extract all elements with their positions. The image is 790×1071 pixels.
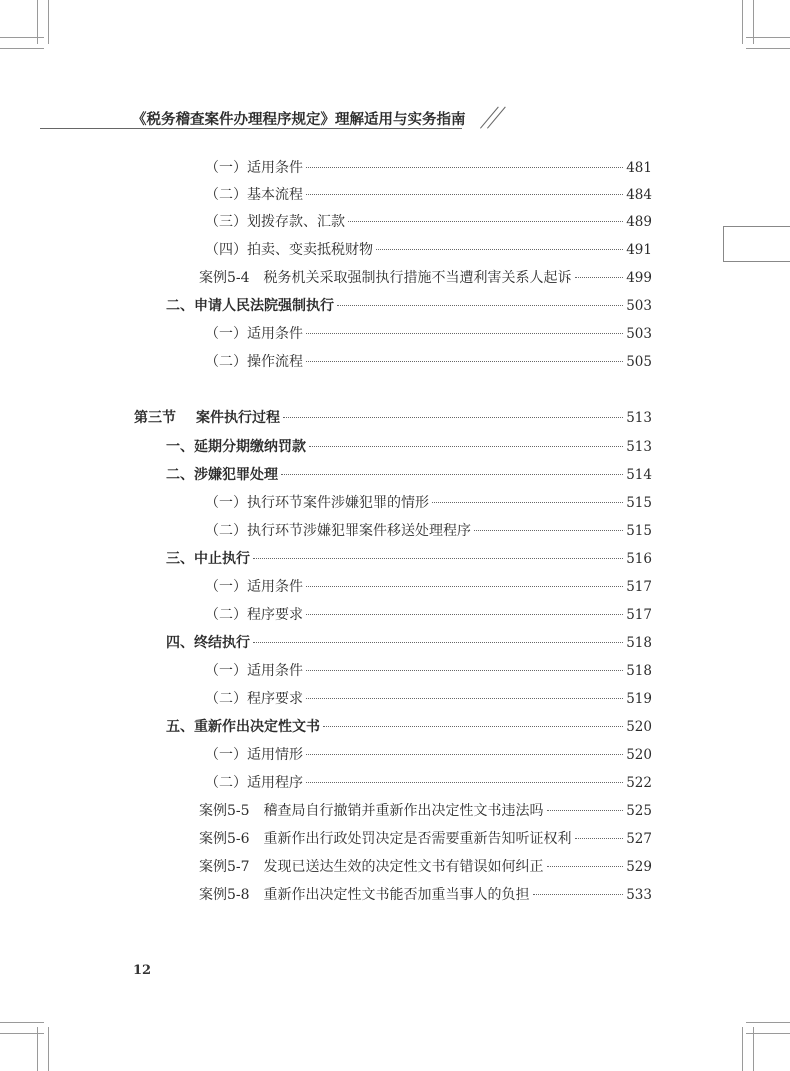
toc-entry-label: （一）执行环节案件涉嫌犯罪的情形	[205, 495, 429, 511]
toc-entry-label: （一）适用条件	[205, 579, 303, 595]
toc-dot-leader	[306, 586, 623, 587]
toc-entry[interactable]	[199, 268, 652, 288]
toc-dot-leader	[306, 167, 623, 168]
toc-dot-leader	[474, 530, 623, 531]
toc-page-number: 484	[626, 187, 652, 203]
toc-case-number: 案例5-5	[199, 803, 250, 819]
toc-page-number: 499	[626, 270, 652, 286]
toc-dot-leader	[547, 866, 624, 867]
toc-entry[interactable]	[205, 577, 652, 597]
toc-page-number: 518	[626, 635, 652, 651]
toc-entry[interactable]	[205, 212, 652, 232]
toc-entry-label: 五、重新作出决定性文书	[166, 719, 320, 735]
toc-entry-label	[199, 801, 544, 821]
toc-page-number: 533	[626, 887, 652, 903]
toc-dot-leader	[253, 642, 623, 643]
toc-section-title: 案件执行过程	[196, 410, 280, 426]
toc-entry-label	[199, 885, 530, 905]
toc-entry[interactable]	[166, 633, 652, 653]
toc-entry[interactable]	[166, 465, 652, 485]
toc-entry[interactable]	[205, 605, 652, 625]
toc-entry[interactable]	[205, 493, 652, 513]
toc-page-number: 516	[626, 551, 652, 567]
toc-dot-leader	[306, 698, 623, 699]
toc-case-number: 案例5-7	[199, 859, 250, 875]
toc-entry[interactable]	[205, 661, 652, 681]
toc-page-number: 520	[626, 747, 652, 763]
toc-entry[interactable]	[205, 185, 652, 205]
toc-dot-leader	[533, 894, 624, 895]
toc-page-number: 525	[626, 803, 652, 819]
toc-case-title: 稽查局自行撤销并重新作出决定性文书违法吗	[263, 803, 544, 819]
toc-page-number: 515	[626, 523, 652, 539]
toc-entry[interactable]	[205, 689, 652, 709]
toc-entry[interactable]	[205, 158, 652, 178]
toc-entry[interactable]	[205, 773, 652, 793]
toc-dot-leader	[575, 277, 624, 278]
toc-entry[interactable]	[205, 521, 652, 541]
toc-entry-label: （二）程序要求	[205, 607, 303, 623]
side-thumb-tab	[723, 226, 790, 262]
page-number: 12	[133, 963, 152, 978]
toc-page-number: 481	[626, 160, 652, 176]
toc-page-number: 513	[626, 410, 652, 426]
toc-entry[interactable]	[205, 352, 652, 372]
toc-entry[interactable]	[199, 829, 652, 849]
toc-dot-leader	[281, 474, 623, 475]
toc-entry-label: （四）拍卖、变卖抵税财物	[205, 242, 373, 258]
running-header	[40, 104, 500, 134]
toc-entry[interactable]	[166, 296, 652, 316]
toc-entry[interactable]	[166, 549, 652, 569]
toc-page-number: 503	[626, 326, 652, 342]
toc-entry-label: （一）适用情形	[205, 747, 303, 763]
toc-dot-leader	[306, 361, 623, 362]
toc-entry-label: 二、涉嫌犯罪处理	[166, 467, 278, 483]
toc-entry-label	[199, 829, 572, 849]
toc-entry-label: （一）适用条件	[205, 663, 303, 679]
toc-entry-label: 一、延期分期缴纳罚款	[166, 439, 306, 455]
toc-dot-leader	[309, 446, 623, 447]
running-header-title: 《税务稽查案件办理程序规定》理解适用与实务指南	[132, 112, 466, 128]
toc-entry-label: （二）基本流程	[205, 187, 303, 203]
toc-entry-label: （二）操作流程	[205, 354, 303, 370]
toc-case-number: 案例5-6	[199, 831, 250, 847]
toc-dot-leader	[306, 194, 623, 195]
toc-case-title: 发现已送达生效的决定性文书有错误如何纠正	[263, 859, 544, 875]
toc-dot-leader	[306, 782, 623, 783]
toc-dot-leader	[253, 558, 623, 559]
toc-entry-label	[134, 408, 280, 428]
toc-entry-label: （二）适用程序	[205, 775, 303, 791]
toc-dot-leader	[306, 670, 623, 671]
toc-page-number: 503	[626, 298, 652, 314]
toc-dot-leader	[432, 502, 623, 503]
toc-entry-label: （一）适用条件	[205, 326, 303, 342]
toc-dot-leader	[337, 305, 623, 306]
toc-case-title: 重新作出行政处罚决定是否需要重新告知听证权利	[263, 831, 572, 847]
toc-entry[interactable]	[205, 324, 652, 344]
toc-dot-leader	[348, 221, 623, 222]
toc-dot-leader	[547, 810, 624, 811]
toc-case-number: 案例5-8	[199, 887, 250, 903]
toc-entry-label: 二、申请人民法院强制执行	[166, 298, 334, 314]
toc-entry-label: （二）程序要求	[205, 691, 303, 707]
toc-entry-label: 三、中止执行	[166, 551, 250, 567]
toc-page-number: 527	[626, 831, 652, 847]
toc-page-number: 519	[626, 691, 652, 707]
toc-dot-leader	[306, 333, 623, 334]
toc-case-title: 税务机关采取强制执行措施不当遭利害关系人起诉	[263, 270, 572, 286]
toc-entry[interactable]	[205, 240, 652, 260]
toc-entry-label: 四、终结执行	[166, 635, 250, 651]
toc-page-number: 522	[626, 775, 652, 791]
toc-page-number: 518	[626, 663, 652, 679]
toc-entry[interactable]	[199, 857, 652, 877]
toc-entry-label: （三）划拨存款、汇款	[205, 214, 345, 230]
toc-entry[interactable]	[166, 437, 652, 457]
toc-dot-leader	[575, 838, 624, 839]
toc-page-number: 520	[626, 719, 652, 735]
toc-page-number: 505	[626, 354, 652, 370]
toc-entry-label: （二）执行环节涉嫌犯罪案件移送处理程序	[205, 523, 471, 539]
toc-page-number: 491	[626, 242, 652, 258]
header-rule	[40, 128, 462, 129]
toc-section-number: 第三节	[134, 410, 176, 426]
toc-dot-leader	[283, 417, 623, 418]
toc-dot-leader	[306, 614, 623, 615]
toc-entry-label: （一）适用条件	[205, 160, 303, 176]
toc-case-title: 重新作出决定性文书能否加重当事人的负担	[263, 887, 530, 903]
toc-entry-label	[199, 857, 544, 877]
toc-page-number: 514	[626, 467, 652, 483]
toc-dot-leader	[323, 726, 623, 727]
toc-dot-leader	[376, 249, 623, 250]
toc-entry[interactable]	[199, 801, 652, 821]
toc-page-number: 517	[626, 579, 652, 595]
toc-dot-leader	[306, 754, 623, 755]
toc-case-number: 案例5-4	[199, 270, 250, 286]
toc-entry[interactable]	[199, 885, 652, 905]
toc-page-number: 513	[626, 439, 652, 455]
toc-entry[interactable]	[205, 745, 652, 765]
toc-entry-label	[199, 268, 572, 288]
toc-entry[interactable]	[166, 717, 652, 737]
toc-page-number: 529	[626, 859, 652, 875]
toc-entry[interactable]	[134, 408, 652, 428]
toc-page-number: 489	[626, 214, 652, 230]
toc-page-number: 515	[626, 495, 652, 511]
toc-page-number: 517	[626, 607, 652, 623]
